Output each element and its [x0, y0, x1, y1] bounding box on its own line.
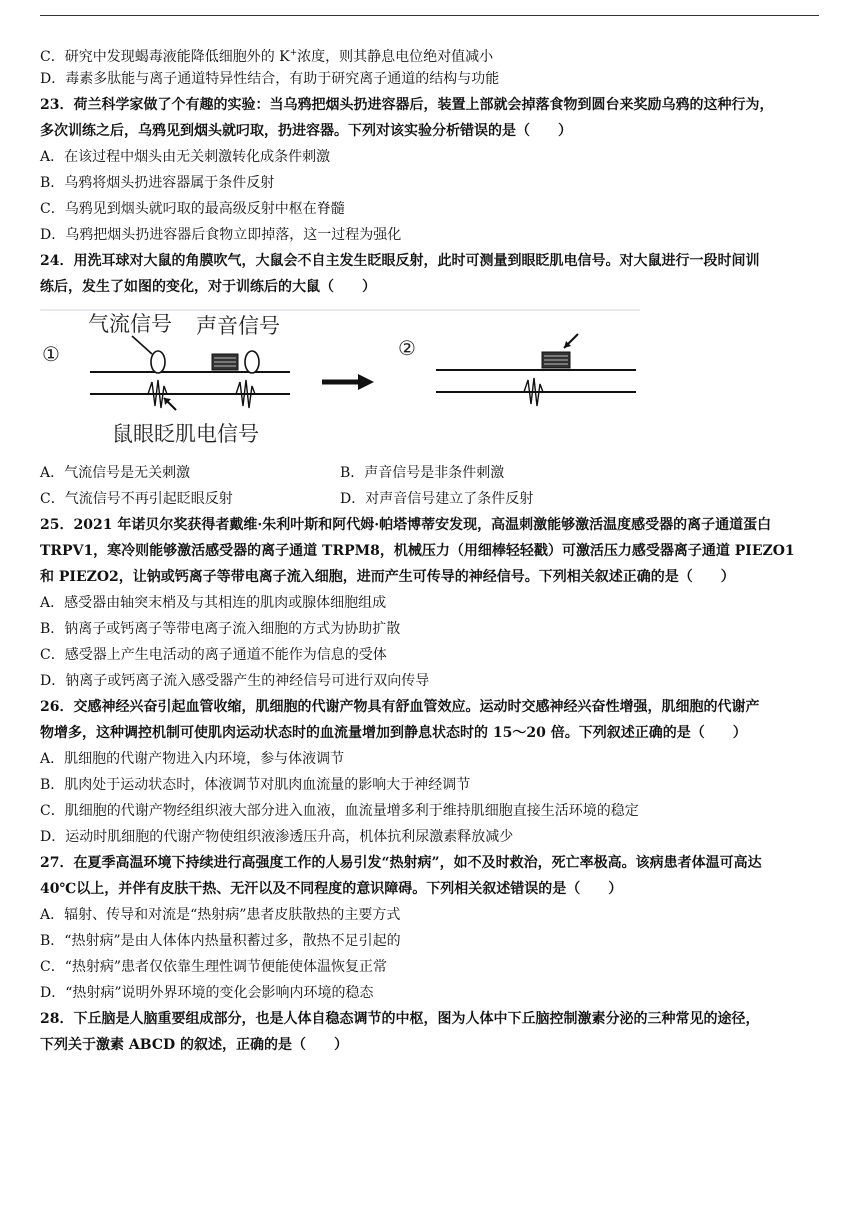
q27-option-b: B．“热射病”是由人体体内热量积蓄过多，散热不足引起的: [40, 933, 401, 949]
q24-options-row2: [40, 486, 820, 512]
panel-1-label: ①: [42, 342, 60, 366]
q25-option-d: D．钠离子或钙离子流入感受器产生的神经信号可进行双向传导: [40, 673, 430, 689]
q23-option-b: B．乌鸦将烟头扔进容器属于条件反射: [40, 175, 275, 191]
sound-label: 声音信号: [196, 314, 280, 338]
q28-stem-line1: 28．下丘脑是人脑重要组成部分，也是人体自稳态调节的中枢，图为人体中下丘脑控制激素分泌的三种常见的途径，: [40, 1011, 760, 1027]
q24-stem-line1: 24．用洗耳球对大鼠的角膜吹气，大鼠会不自主发生眨眼反射，此时可测量到眼眨肌电信号。对大鼠进行一段时间训: [40, 253, 760, 269]
airflow-label: 气流信号: [88, 312, 172, 336]
q24-option-d: D．对声音信号建立了条件反射: [340, 491, 534, 507]
q25-stem-line1: 25．2021 年诺贝尔奖获得者戴维·朱利叶斯和阿代姆·帕塔博蒂安发现，高温刺激能够激活温度感受器的离子通道蛋白: [40, 517, 772, 533]
header-rule: [40, 15, 819, 16]
q28-stem-line2: 下列关于激素 ABCD 的叙述，正确的是（ ）: [40, 1037, 348, 1053]
q25-option-c: C．感受器上产生电活动的离子通道不能作为信息的受体: [40, 647, 387, 663]
q27-stem-line1: 27．在夏季高温环境下持续进行高强度工作的人易引发“热射病”，如不及时救治，死亡率极高。该病患者体温可高达: [40, 855, 762, 871]
q25-stem-line2: TRPV1，寒冷则能够激活感受器的离子通道 TRPM8，机械压力（用细棒轻轻戳）可激活压力感受器离子通道 PIEZO1: [40, 543, 795, 559]
q25-option-a: A．感受器由轴突末梢及与其相连的肌肉或腺体细胞组成: [40, 595, 387, 611]
q27-stem-line2: 40℃以上，并伴有皮肤干热、无汗以及不同程度的意识障碍。下列相关叙述错误的是（ ）: [40, 881, 623, 897]
q24-option-a: A．气流信号是无关刺激: [40, 465, 191, 481]
q27-option-a: A．辐射、传导和对流是“热射病”患者皮肤散热的主要方式: [40, 907, 401, 923]
q24-option-c: C．气流信号不再引起眨眼反射: [40, 491, 233, 507]
q26-option-b: B．肌肉处于运动状态时，体液调节对肌肉血流量的影响大于神经调节: [40, 777, 471, 793]
q22-option-c: C．研究中发现蝎毒液能降低细胞外的 K+浓度，则其静息电位绝对值减小: [40, 48, 494, 65]
q23-option-a: A．在该过程中烟头由无关刺激转化成条件刺激: [40, 149, 331, 165]
q24-option-b: B．声音信号是非条件刺激: [340, 465, 505, 481]
q26-option-a: A．肌细胞的代谢产物进入内环境，参与体液调节: [40, 751, 345, 767]
q23-stem-line2: 多次训练之后，乌鸦见到烟头就叼取，扔进容器。下列对该实验分析错误的是（ ）: [40, 123, 572, 139]
q22-option-d: D．毒素多肽能与离子通道特异性结合，有助于研究离子通道的结构与功能: [40, 71, 500, 87]
q26-stem-line1: 26．交感神经兴奋引起血管收缩，肌细胞的代谢产物具有舒血管效应。运动时交感神经兴奋性增强，肌细胞的代谢产: [40, 699, 760, 715]
q27-option-c: C．“热射病”患者仅依靠生理性调节便能使体温恢复正常: [40, 959, 388, 975]
emg-label: 鼠眼眨肌电信号: [112, 422, 259, 446]
q23-stem-line1: 23．荷兰科学家做了个有趣的实验：当乌鸦把烟头扔进容器后，装置上部就会掉落食物到圆台来奖励乌鸦的这种行为，: [40, 97, 774, 113]
exam-page: [40, 40, 820, 1058]
airflow-marker-icon: [151, 351, 165, 373]
q26-stem-line2: 物增多，这种调控机制可使肌肉运动状态时的血流量增加到静息状态时的 15～20 倍。下列叙述正确的是（ ）: [40, 725, 747, 741]
q26-option-d: D．运动时肌细胞的代谢产物使组织液渗透压升高，机体抗利尿激素释放减少: [40, 829, 514, 845]
q25-stem-line3: 和 PIEZO2，让钠或钙离子等带电离子流入细胞，进而产生可传导的神经信号。下列相关叙述正确的是（ ）: [40, 569, 735, 585]
q25-option-b: B．钠离子或钙离子等带电离子流入细胞的方式为协助扩散: [40, 621, 401, 637]
q24-options-row1: [40, 460, 820, 486]
q24-figure: [40, 306, 820, 456]
q26-option-c: C．肌细胞的代谢产物经组织液大部分进入血液，血流量增多利于维持肌细胞直接生活环境的稳定: [40, 803, 639, 819]
q23-option-c: C．乌鸦见到烟头就叼取的最高级反射中枢在脊髓: [40, 201, 345, 217]
q24-stem-line2: 练后，发生了如图的变化，对于训练后的大鼠（ ）: [40, 279, 376, 295]
panel-2-label: ②: [398, 336, 416, 360]
q27-option-d: D．“热射病”说明外界环境的变化会影响内环境的稳态: [40, 985, 374, 1001]
q23-option-d: D．乌鸦把烟头扔进容器后食物立即掉落，这一过程为强化: [40, 227, 402, 243]
